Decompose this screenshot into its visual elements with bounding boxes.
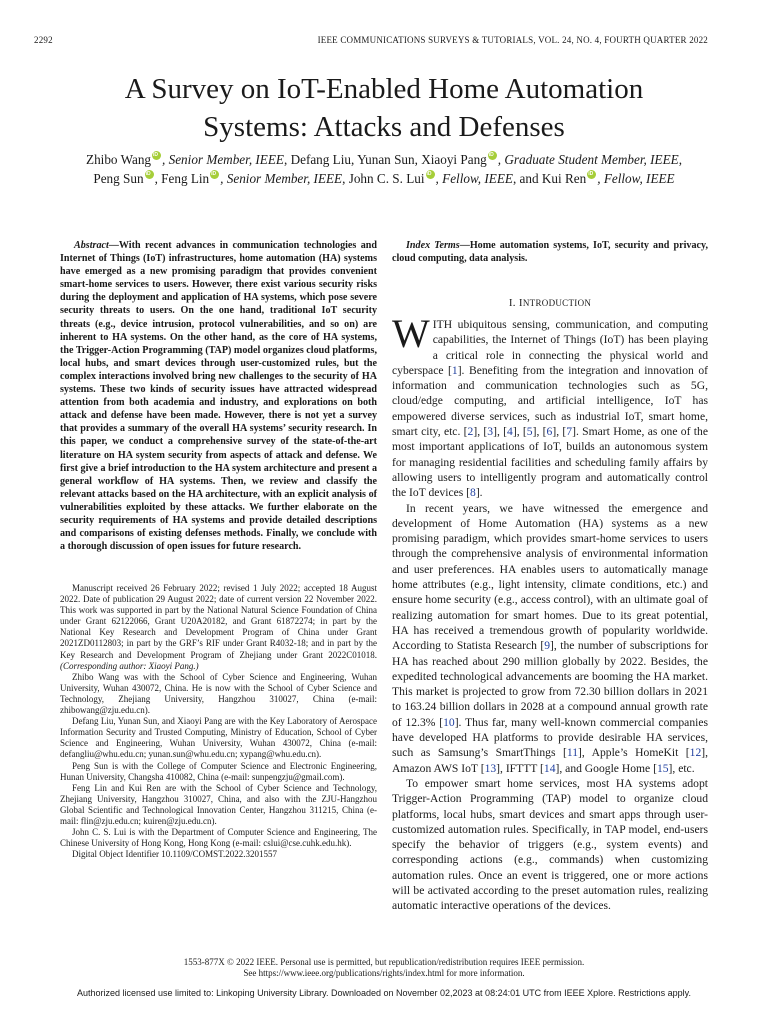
text: ], and Google Home [	[555, 761, 657, 775]
corresponding-author: (Corresponding author: Xiaoyi Pang.)	[60, 660, 199, 671]
text: ], etc.	[668, 761, 695, 775]
citation-link[interactable]: 8	[470, 486, 476, 500]
citation-link[interactable]: 9	[544, 639, 551, 653]
author-name: Peng Sun	[93, 171, 144, 186]
orcid-icon[interactable]	[152, 151, 161, 160]
footnote: John C. S. Lui is with the Department of Computer Science and Engineering, The Chinese University of Hong Kong, Hong Kong (e-mail: cslui@cse.cuhk.edu.hk).	[60, 827, 377, 849]
author-name: , Defang Liu, Yunan Sun, Xiaoyi Pang	[283, 152, 487, 167]
section-title-initial: I	[518, 297, 523, 309]
footnote: Defang Liu, Yunan Sun, and Xiaoyi Pang are with the Key Laboratory of Aerospace Information Security and Trusted Computing, Ministry of Education, School of Cyber Science and Engineering, Wuhan University, Wuhan 430072, China (e-mail: defangliu@whu.edu.cn; yunan.sun@whu.edu.cn; xypang@whu.edu.cn).	[60, 716, 377, 760]
index-terms	[392, 239, 708, 265]
author-role: , Fellow, IEEE	[597, 171, 675, 186]
text: ], [	[493, 425, 508, 439]
citation-link[interactable]: 13	[484, 761, 497, 775]
license-notice: Authorized licensed use limited to: Linkoping University Library. Downloaded on November 02,2023 at 08:24:01 UTC from IEEE Xplore. Restrictions apply.	[77, 988, 691, 998]
orcid-icon[interactable]	[488, 151, 497, 160]
orcid-icon[interactable]	[210, 170, 219, 179]
author-role: , Graduate Student Member, IEEE	[497, 152, 679, 167]
orcid-icon[interactable]	[145, 170, 154, 179]
index-terms-lead: Index Terms	[406, 240, 460, 251]
text: ]. Thus far, many well-known commercial companies have developed HA platforms to provide desirable HA services, such as Samsung’s SmartThings [	[392, 715, 709, 760]
author-name: , and Kui Ren	[512, 171, 587, 186]
index-terms-text: —Home automation systems, IoT, security and privacy, cloud computing, data analysis.	[392, 240, 708, 265]
abstract	[60, 239, 377, 553]
citation-link[interactable]: 2	[467, 425, 474, 439]
rights-link[interactable]: See https://www.ieee.org/publications/rights/index.html for more information.	[243, 968, 525, 978]
paragraph: To empower smart home services, most HA systems adopt Trigger-Action Programming (TAP) model to organize cloud platforms, local hubs, smart devices and smart apps through user-customized automation rules. Specifically, in TAP model, end-users specify the behavior of triggers (e.g., system events) and corresponding actions (e.g., commands) when customizing automation rules. Once an event is triggered, one or more actions will be activated according to the preset automation rules, realizing automatic interactive operations of the devices.	[392, 776, 708, 913]
text: ], [	[473, 425, 488, 439]
author-role: , Senior Member, IEEE	[220, 171, 343, 186]
section-heading	[392, 297, 708, 309]
paragraph	[392, 311, 708, 501]
citation-link[interactable]: 1	[451, 363, 458, 377]
citation-link[interactable]: 10	[443, 715, 455, 729]
text: ], [	[532, 425, 547, 439]
page-number: 2292	[34, 35, 53, 45]
citation-link[interactable]: 4	[507, 425, 513, 439]
author-name: Zhibo Wang	[86, 152, 152, 167]
paragraph	[392, 501, 708, 776]
paper-title	[0, 70, 768, 146]
author-list	[40, 150, 728, 188]
copyright-footer	[0, 957, 768, 979]
title-line-1: A Survey on IoT-Enabled Home Automation	[124, 73, 644, 105]
text: Manuscript received 26 February 2022; revised 1 July 2022; accepted 18 August 2022. Date of publication 29 August 2022; date of current version 22 November 2022. This work was supported in part by the National Natural Science Foundation of China under Grant 62122066, Grant U20A20182, and Grant 61872274; in part by the National Key Research and Development Program of China under Grant 2021ZD0112803; in part by the GRF’s RIF under Grant R4032-18; and in part by the Key Research and Development Program of Zhejiang under Grant 2022C01018.	[60, 583, 377, 660]
footnote	[60, 583, 377, 672]
author-name: , Feng Lin	[154, 171, 210, 186]
text: ITH ubiquitous sensing, communication, and computing capabilities, the Internet of Things (IoT) has been playing a critical role in connecting the physical world and cyberspace [	[392, 318, 708, 377]
journal-header: IEEE COMMUNICATIONS SURVEYS & TUTORIALS, VOL. 24, NO. 4, FOURTH QUARTER 2022	[317, 35, 708, 45]
footnotes	[60, 583, 377, 860]
copyright-line: 1553-877X © 2022 IEEE. Personal use is permitted, but republication/redistribution requires IEEE permission.	[183, 957, 585, 967]
text: ], Apple’s HomeKit [	[578, 746, 690, 760]
text: ], [	[552, 425, 567, 439]
orcid-icon[interactable]	[587, 170, 596, 179]
citation-link[interactable]: 6	[546, 425, 553, 439]
text: ].	[475, 486, 483, 500]
doi: Digital Object Identifier 10.1109/COMST.2022.3201557	[72, 849, 277, 860]
citation-link[interactable]: 12	[689, 746, 702, 760]
section-title-rest: NTRODUCTION	[522, 298, 592, 308]
title-line-2: Systems: Attacks and Defenses	[203, 111, 565, 143]
author-role: , Fellow, IEEE	[435, 171, 513, 186]
text: In recent years, we have witnessed the emergence and development of Home Automation (HA) systems as a new promising paradigm, which provides smart-home services to users through the comprehensive analysis of environmental information and user preferences. HA enables users to automatically manage home attributes (e.g., light intensity, climate conditions, etc.) and ensure home security (e.g., access control), with an ultimate goal of realizing automation for smart homes. Due to its great potential, HA has received a tremendous growth of popularity worldwide. According to Statista Research [	[392, 501, 708, 653]
footnote: Feng Lin and Kui Ren are with the School of Cyber Science and Technology, Zhejiang University, Hangzhou 310027, China, and also with the ZJU-Hangzhou Global Scientific and Technological Innovation Center, Hangzhou 311215, China (e-mail: flin@zju.edu.cn; kuiren@zju.edu.cn).	[60, 782, 377, 826]
text: ], the number of subscriptions for HA has reached about 290 million globally by 2022. Besides, the expedited technological advancements are booming the HA market. This market is projected to grow from 72.30 billion dollars in 2021 to 163.24 billion dollars in 2028 at a compound annual growth rate of 12.3% [	[392, 639, 709, 729]
citation-link[interactable]: 3	[487, 425, 494, 439]
introduction-body	[392, 311, 709, 914]
author-role: , Senior Member, IEEE	[162, 152, 284, 167]
footnote: Zhibo Wang was with the School of Cyber Science and Engineering, Wuhan University, Wuhan 430072, China. He is now with the School of Cyber Science and Technology, Zhejiang University, Hangzhou 310027, China (e-mail: zhibowang@zju.edu.cn).	[60, 671, 377, 716]
author-separator: ,	[678, 152, 682, 167]
drop-cap: W	[392, 311, 430, 356]
text: ], Amazon AWS IoT [	[392, 746, 709, 775]
section-number: I.	[508, 297, 516, 309]
abstract-text: —With recent advances in communication technologies and Internet of Things (IoT) infrastructures, home automation (HA) systems have emerged as a new promising paradigm that provides convenient smart-home services to users. However, there exist various security risks during the deployment and application of HA systems, which pose severe security threats to users. On the one hand, traditional IoT security threats (e.g., device intrusion, protocol vulnerabilities, and so on) are inherent to HA systems. On the other hand, as the core of HA systems, the Trigger-Action Programming (TAP) model organizes cloud platforms, local hubs, and smart devices through user-customized rules, but the complex interactions involved bring new challenges to the security of HA systems. These two kinds of security issues have attracted widespread attention from both academia and industry, and explorations on both attack and defense have been made. However, there is not yet a survey that provides a summary of the overall HA systems’ security research. In this paper, we conduct a comprehensive survey of the state-of-the-art literature on HA system security from aspects of attack and defense. We first give a brief introduction to the HA system architecture and present a general workflow of HA systems. Then, we review and classify the relevant attacks based on the HA architecture, with an explicit analysis of vulnerabilities exploited by these attacks. We further elaborate on the security requirements of HA systems and provide detailed descriptions and comparisons of existing defenses methods. Finally, we conclude with a thorough discussion of open issues for future research.	[60, 240, 377, 553]
citation-link[interactable]: 15	[656, 761, 669, 775]
text: ], [	[512, 425, 527, 439]
text: ]. Benefiting from the integration and innovation of information and communication technologies such as 5G, cloud/edge computing, and artificial intelligence, IoT has empowered diverse services, such as industrial IoT, smart home, smart city, etc. [	[392, 363, 708, 439]
author-name: , John C. S. Lui	[342, 171, 425, 186]
text: ], IFTTT [	[496, 761, 544, 775]
orcid-icon[interactable]	[426, 170, 435, 179]
abstract-lead: Abstract	[74, 240, 109, 251]
footnote: Peng Sun is with the College of Computer Science and Electronic Engineering, Hunan University, Changsha 410082, China (e-mail: sunpengzju@gmail.com).	[60, 760, 377, 782]
text: ]. Smart Home, as one of the most important applications of IoT, builds an autonomous system for managing residential facilities and scheduling family affairs by allowing users to intelligently program and automatically control the IoT devices [	[392, 425, 708, 500]
citation-link[interactable]: 14	[543, 761, 556, 775]
citation-link[interactable]: 11	[566, 746, 579, 760]
citation-link[interactable]: 7	[566, 425, 573, 439]
citation-link[interactable]: 5	[526, 425, 533, 439]
